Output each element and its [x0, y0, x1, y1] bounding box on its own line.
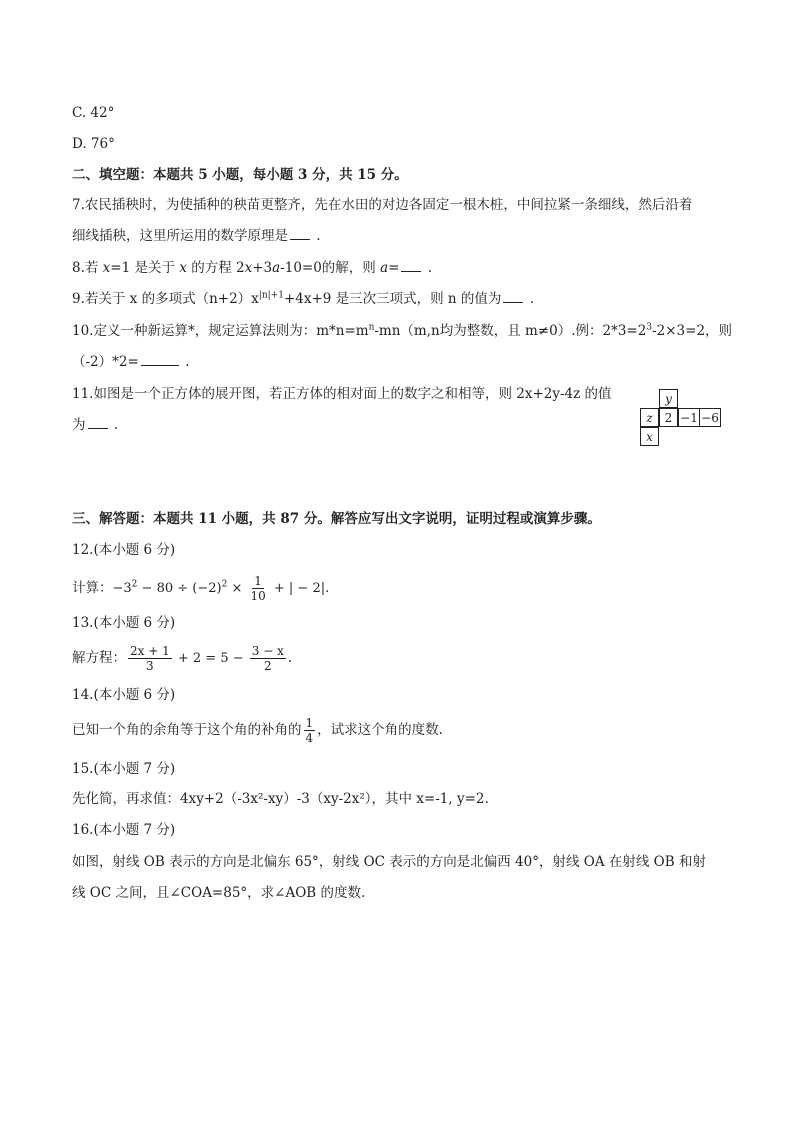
q10-line1 [72, 322, 732, 340]
option-c: C. 42° [72, 105, 115, 121]
q7-line2-text: 细线插秧，这里所运用的数学原理是 [72, 228, 288, 244]
q8-t11: = [388, 260, 400, 276]
q13-expr [72, 644, 292, 673]
q13-end: . [287, 650, 293, 666]
q11-blank [88, 416, 108, 429]
q14-post: ，试求这个角的度数. [317, 722, 443, 738]
net-cell-3: −6 [699, 408, 721, 427]
q14-fraction [304, 716, 316, 745]
q10-sup2: 3 [646, 322, 653, 333]
q12-frac-num: 1 [254, 574, 262, 588]
q9-blank [503, 290, 523, 303]
q12-e1: −3 [112, 581, 132, 596]
net-cell-2: −1 [678, 408, 700, 427]
q8-t8: a [272, 260, 281, 276]
q16-line2: 线 OC 之间，且∠COA=85°，求∠AOB 的度数. [72, 885, 366, 901]
q7-line1: 7.农民插秧时，为使插种的秧苗更整齐，先在水田的对边各固定一根木桩，中间拉紧一条细线，然后沿着 [72, 197, 693, 213]
q14-text [72, 715, 443, 745]
q8-t10: a [380, 260, 389, 276]
q13-f2-num: 3 − x [251, 644, 284, 658]
q10-t1: 10.定义一种新运算*，规定运算法则为：m*n=m [72, 323, 369, 339]
q9-post: +4x+9 是三次三项式，则 n 的值为 [283, 291, 502, 307]
section2-heading: 二、填空题：本题共 5 小题，每小题 3 分，共 15 分。 [72, 167, 408, 183]
q10-sup1: n [368, 322, 375, 333]
q9-pre: 9.若关于 x 的多项式（n+2）x [72, 291, 259, 307]
q13-fraction1 [128, 644, 172, 673]
q16-line1: 如图，射线 OB 表示的方向是北偏东 65°，射线 OC 表示的方向是北偏西 40°，射线 OA 在射线 OB 和射 [72, 854, 706, 870]
q13-label: 解方程： [72, 650, 126, 666]
q10-blank [141, 353, 179, 366]
q8-t2: x [102, 260, 111, 276]
q10-t3: -2×3=2，则 [652, 323, 733, 339]
net-cell-1: 2 [659, 408, 678, 427]
q13-fraction2 [250, 644, 286, 673]
q12-e2: − 80 ÷ (−2) [137, 581, 222, 596]
q12-frac-den: 10 [250, 589, 266, 603]
q14-frac-den: 4 [305, 731, 314, 745]
q7-blank [290, 227, 310, 240]
q8-t5: 的方程 2 [186, 260, 245, 276]
q14-title: 14.(本小题 6 分) [72, 687, 176, 703]
q16-title: 16.(本小题 7 分) [72, 822, 176, 838]
q8-t9: -10=0的解，则 [280, 260, 381, 276]
q12-title: 12.(本小题 6 分) [72, 542, 176, 558]
q15-text: 先化简，再求值：4xy+2（-3x²-xy）-3（xy-2x²），其中 x=-1, y=2. [72, 791, 489, 807]
q12-sup2: 2 [221, 579, 228, 590]
q12-e4: + | − 2|. [269, 581, 330, 596]
section3-heading: 三、解答题：本题共 11 小题，共 87 分。解答应写出文字说明，证明过程或演算步骤。 [72, 511, 601, 527]
q8-blank [401, 259, 421, 272]
q8-t1: 8.若 [72, 260, 103, 276]
q10-t2: -mn（m,n均为整数，且 m≠0）.例：2*3=2 [374, 323, 647, 339]
q9-sup: |n|+1 [258, 290, 284, 301]
q8-t3: =1 是关于 [110, 260, 180, 276]
net-cell-top: y [659, 389, 678, 408]
net-cell-left: z [640, 408, 659, 427]
q11-line1: 11.如图是一个正方体的展开图，若正方体的相对面上的数字之和相等，则 2x+2y-4z 的值 [72, 386, 612, 402]
net-cell-bottom: x [640, 427, 659, 446]
q11-line2: 为 . [72, 417, 119, 433]
q13-title: 13.(本小题 6 分) [72, 615, 176, 631]
q8-line: 8.若 x=1 是关于 x 的方程 2x+3a-10=0的解，则 a= . [72, 260, 433, 276]
q13-f1-den: 3 [146, 659, 154, 673]
q12-fraction [248, 574, 267, 603]
option-d: D. 76° [72, 136, 115, 152]
q14-pre: 已知一个角的余角等于这个角的补角的 [72, 722, 302, 738]
q12-e3: × [227, 581, 247, 596]
q14-frac-num: 1 [305, 716, 314, 730]
q12-expr [72, 574, 329, 603]
cube-net-figure [640, 389, 730, 449]
q12-sup1: 2 [131, 579, 138, 590]
q8-t4: x [179, 260, 187, 276]
q8-t6: x [244, 260, 253, 276]
q7-line2: 细线插秧，这里所运用的数学原理是 . [72, 228, 321, 244]
q12-label: 计算： [72, 580, 113, 596]
q13-f1-num: 2x + 1 [130, 644, 170, 658]
q11-t2: 为 [72, 417, 86, 433]
q10-t4: （-2）*2= [72, 354, 139, 370]
q10-line2: （-2）*2= . [72, 354, 190, 370]
q15-title: 15.(本小题 7 分) [72, 761, 176, 777]
q8-t7: +3 [252, 260, 273, 276]
q13-f2-den: 2 [263, 659, 272, 673]
q13-mid: + 2 = 5 − [173, 651, 248, 666]
q9-line: 9.若关于 x 的多项式$(n+2)x^{|n|+1}+4x+9$ 是三次三项式，则 n 的值为 . [72, 290, 535, 307]
